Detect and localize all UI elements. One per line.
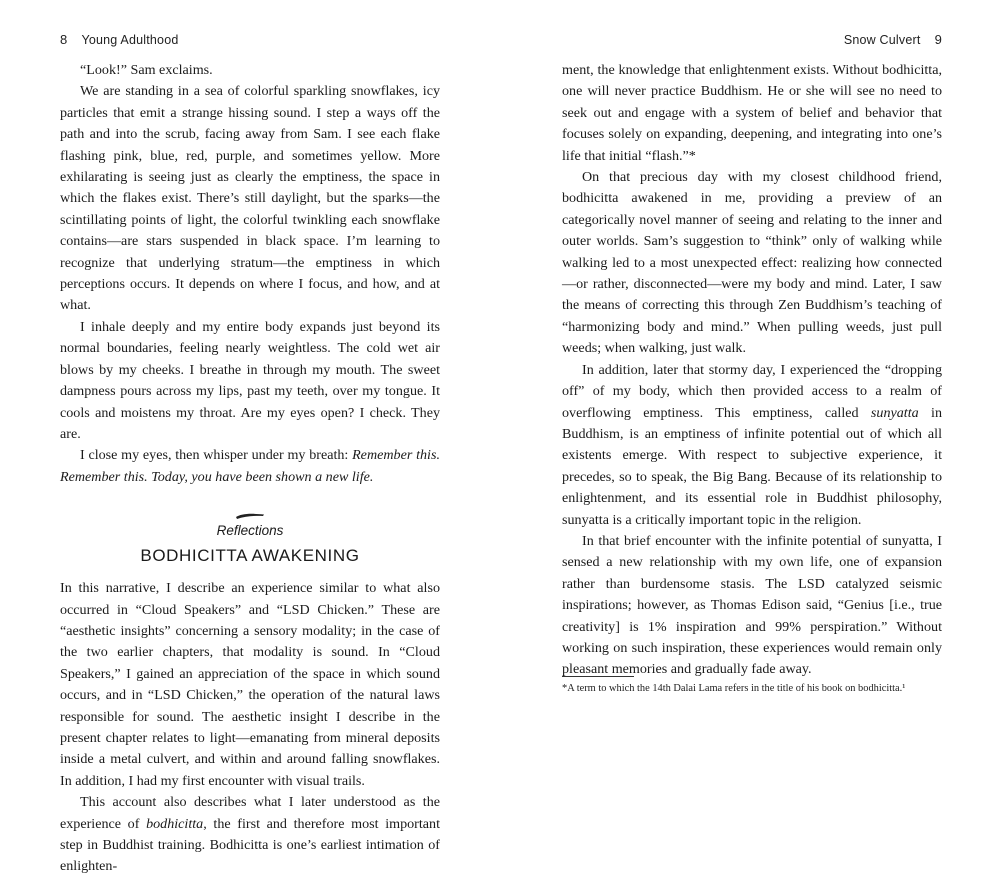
right-running-header <box>844 32 942 47</box>
section-ornament <box>60 506 440 516</box>
left-page <box>0 0 500 875</box>
left-body-text <box>60 60 440 878</box>
right-body-text <box>562 60 942 681</box>
brush-stroke-ornament-icon <box>235 512 265 520</box>
closing-plain-text: I close my eyes, then whisper under my breath: <box>80 447 353 464</box>
paragraph-look: “Look!” Sam exclaims. <box>80 62 213 78</box>
paragraph-precious-day: On that precious day with my closest childhood friend, bodhicitta awakened in me, providing a preview of an categorically novel manner of seeing and relating to the inner and outer worlds. Sam’s suggestion to “think” only of walking while walking led to a most unexpected effect: realizing how connected—or rather, disconnected—were my body and mind. Later, I saw the means of correcting this through Zen Buddhism’s teaching of “harmonizing body and mind.” When pulling weeds, just pull weeds; when walking, just walk. <box>562 169 942 357</box>
footnote: *A term to which the 14th Dalai Lama refers in the title of his book on bodhicitta.¹ <box>562 683 906 694</box>
paragraph-brief-encounter: In that brief encounter with the infinite potential of sunyatta, I sensed a new relationship with my own life, one of expansion rather than burdensome stasis. The LSD catalyzed seismic inspirations; however, as Thomas Edison said, “Genius [i.e., true creativity] is 1% inspiration and 99% perspiration.” Without working on such inspiration, these experiences would remain only pleasant memories and gradually fade away. <box>562 532 942 678</box>
paragraph-narrative: In this narrative, I describe an experience similar to what also occurred in “Cloud Speakers” and “LSD Chicken.” These are “aesthetic insights” concerning a sensory modality; in the case of the two earlier chapters, that modality is sound. In “Cloud Speakers,” I gained an appreciation of the space in which sound occurs, and in “LSD Chicken,” the operation of the natural laws responsible for sound. The aesthetic insight I describe in the present chapter relates to light—emanating from mineral deposits inside a metal culvert, and within and around falling snowflakes. In addition, I had my first encounter with visual trails. <box>60 580 440 789</box>
left-running-head: Young Adulthood <box>81 33 179 47</box>
section-title: BODHICITTA AWAKENING <box>140 546 360 566</box>
left-page-number: 8 <box>60 32 68 47</box>
paragraph-inhale: I inhale deeply and my entire body expands just beyond its normal boundaries, feeling nearly weightless. The cold wet air blows by my cheeks. I breathe in through my mouth. The sweet dampness pours across my lips, past my teeth, over my tongue. It cools and moistens my throat. Are my eyes open? I check. They are. <box>60 318 440 442</box>
right-running-head: Snow Culvert <box>843 33 921 47</box>
paragraph-bodhicitta <box>60 792 440 878</box>
sunyatta-term: sunyatta <box>870 404 919 421</box>
paragraph-close-eyes <box>60 445 440 488</box>
sunyatta-text-b: in Buddhism, is an emptiness of infinite potential out of which all existents emerge. With respect to subjective experience, it precedes, so to speak, the Big Bang. Because of its relationship to enlightenment, and its essential role in Buddhist philosophy, sunyatta is a critically important topic in the religion. <box>562 404 942 528</box>
paragraph-enlightenment: ment, the knowledge that enlightenment exists. Without bodhicitta, one will never practice Buddhism. He or she will see no need to seek out and engage with a system of belief and behavior that focuses solely on expanding, deepening, and integrating into one’s life that initial “flash.”* <box>562 62 942 164</box>
right-page-number: 9 <box>934 32 942 47</box>
closing-italic-text: Remember this. Remember this. Today, you have been shown a new life. <box>60 447 440 485</box>
footnote-rule <box>562 676 634 677</box>
left-running-header <box>60 32 179 47</box>
bodhicitta-term: bodhicitta <box>146 815 204 832</box>
section-eyebrow: Reflections <box>216 523 284 539</box>
paragraph-snowflakes: We are standing in a sea of colorful sparkling snowflakes, icy particles that emit a strange hissing sound. I step a ways off the path and into the scrub, facing away from Sam. I see each flake flashing pink, blue, red, purple, and sometimes yellow. More exhilarating is seeing just as clearly the emptiness, the space in which the flakes exist. There’s still daylight, but the sparks—the scintillating points of light, the colorful twinkling each snowflake contains—are stars suspended in black space. I’m learning to recognize that underlying stratum—the emptiness in which perceptions occurs. It depends on where I focus, and how, and at what. <box>60 83 440 314</box>
bodhicitta-text-b: , the first and therefore most important step in Buddhist training. Bodhicitta is one’s earliest intimation of enlighten- <box>60 815 440 875</box>
right-page <box>500 0 1000 750</box>
paragraph-sunyatta <box>562 360 942 531</box>
sunyatta-text-a: In addition, later that stormy day, I experienced the “dropping off” of my body, which then provided access to a realm of overflowing emptiness. This emptiness, called <box>562 361 942 421</box>
bodhicitta-text-a: This account also describes what I later understood as the experience of <box>60 794 440 832</box>
